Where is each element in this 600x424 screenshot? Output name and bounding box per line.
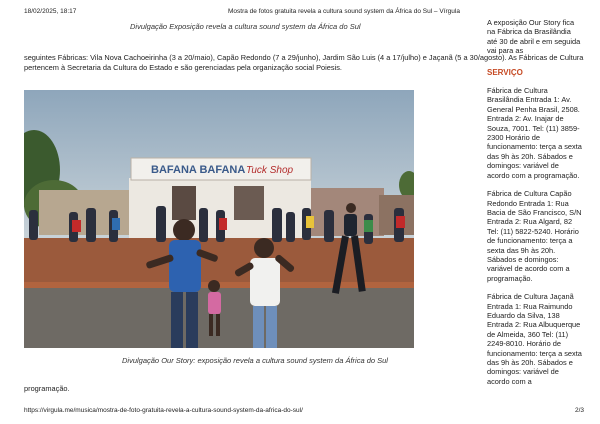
- page-number: 2/3: [575, 407, 585, 414]
- shop-sign-text: BAFANA BAFANA: [151, 164, 246, 176]
- photo-caption: Divulgação Our Story: exposição revela a cultura sound system da África do Sul: [122, 356, 388, 365]
- intro-paragraph: seguintes Fábricas: Vila Nova Cachoeirinha (3 a 20/maio), Capão Redondo (7 a 29/junho), Jardim São Luis (4 a 17/julho) e Jaçanã (5 a 30/agosto). As Fábricas de Cultura pertencem à Secretaria da Cultura do Estado e são gerenciadas pela organização social Poiesis.: [24, 53, 584, 72]
- tail-text: programação.: [24, 384, 70, 393]
- sidebar: [487, 18, 583, 395]
- article-photo: [24, 90, 414, 348]
- print-url: https://virgula.me/musica/mostra-de-foto-gratuita-revela-a-cultura-sound-system-da-africa-do-sul/: [24, 407, 303, 414]
- shop-sign-subtext: Tuck Shop: [246, 165, 294, 176]
- print-date: 18/02/2025, 18:17: [24, 8, 77, 15]
- top-image-caption: Divulgação Exposição revela a cultura sound system da África do Sul: [130, 22, 361, 31]
- service-entry-brasilandia: Fábrica de Cultura Brasilândia Entrada 1: Av. General Penha Brasil, 2508. Entrada 2: Av. Inajar de Souza, 7001. Tel: (11) 3859-2300 Horário de funcionamento: terça a sexta das 9h às 20h. Sábados e domingos: variável de acordo com a programação.: [487, 86, 582, 180]
- sidebar-intro: A exposição Our Story fica na Fábrica da Brasilândia até 30 de abril e em seguida vai para as: [487, 18, 581, 56]
- service-entry-jacana: Fábrica de Cultura Jaçanã Entrada 1: Rua Raimundo Eduardo da Silva, 138 Entrada 2: Rua Albuquerque de Almeida, 360 Tel: (11) 2249-8010. Horário de funcionamento: terça a sexta das 9h às 20h. Sábados e domingos: variável de acordo com a: [487, 292, 582, 386]
- service-entry-capao-redondo: Fábrica de Cultura Capão Redondo Entrada 1: Rua Bacia de São Francisco, S/N Entrada 2: Rua Algard, 82 Tel: (11) 5822-5240. Horário de funcionamento: terça a sexta das 9h às 20h. Sábados e domingos: variável de acordo com a programação.: [487, 189, 582, 283]
- service-heading: SERVIÇO: [487, 67, 523, 77]
- print-page-title: Mostra de fotos gratuita revela a cultura sound system da África do Sul – Vírgula: [228, 8, 460, 15]
